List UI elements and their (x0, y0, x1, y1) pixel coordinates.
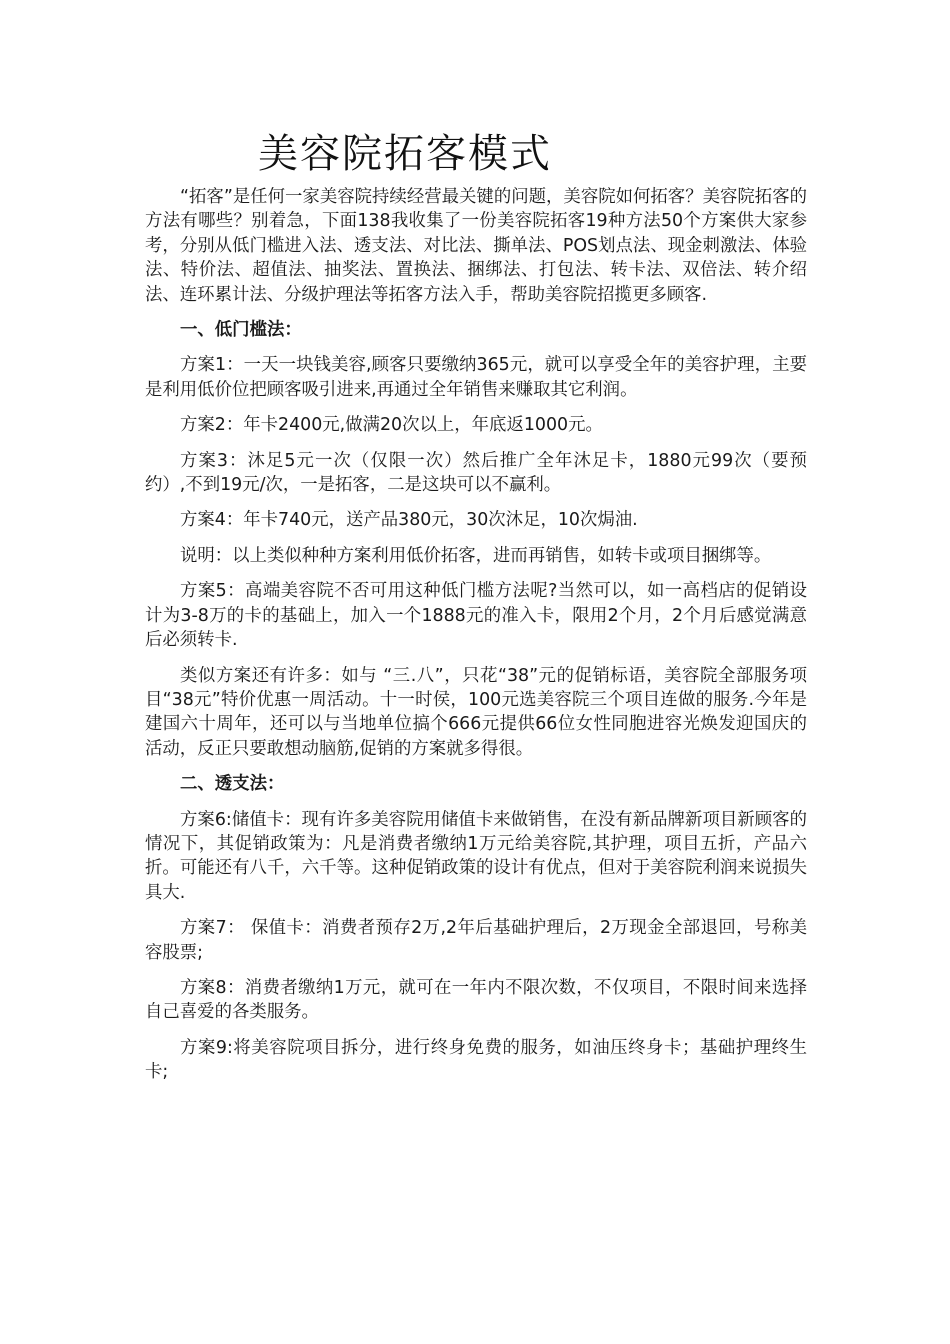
paragraph: 方案8：消费者缴纳1万元，就可在一年内不限次数，不仅项目，不限时间来选择自己喜爱的各类服务。 (145, 977, 807, 1023)
section-heading: 二、透支法： (180, 774, 285, 795)
paragraph: 方案2：年卡2400元,做满20次以上，年底返1000元。 (180, 415, 603, 436)
paragraph: 方案6:储值卡：现有许多美容院用储值卡来做销售，在没有新品牌新项目新顾客的情况下，其促销政策为：凡是消费者缴纳1万元给美容院,其护理，项目五折，产品六折。可能还有八千，六千等。这种促销政策的设计有优点，但对于美容院利润来说损失具大. (145, 809, 807, 903)
paragraph: “拓客”是任何一家美容院持续经营最关键的问题，美容院如何拓客？美容院拓客的方法有哪些？别着急，下面138我收集了一份美容院拓客19种方法50个方案供大家参考，分别从低门槛进入法、透支法、对比法、撕单法、POS划点法、现金刺激法、体验法、特价法、超值法、抽奖法、置换法、捆绑法、打包法、转卡法、双倍法、转介绍法、连环累计法、分级护理法等拓客方法入手，帮助美容院招揽更多顾客. (145, 187, 807, 305)
paragraph: 方案9:将美容院项目拆分，进行终身免费的服务，如油压终身卡；基础护理终生卡; (145, 1037, 807, 1083)
section-heading: 一、低门槛法： (180, 320, 302, 341)
paragraph: 方案3：沐足5元一次（仅限一次）然后推广全年沐足卡，1880元99次（要预约）,不到19元/次，一是拓客，二是这块可以不赢利。 (145, 450, 807, 496)
paragraph: 方案5：高端美容院不否可用这种低门槛方法呢?当然可以，如一高档店的促销设计为3-8万的卡的基础上，加入一个1888元的准入卡，限用2个月，2个月后感觉满意后必须转卡. (145, 581, 807, 651)
paragraph: 方案7： 保值卡：消费者预存2万,2年后基础护理后，2万现金全部退回，号称美容股票; (145, 918, 807, 963)
document-body (145, 185, 807, 1096)
paragraph: 说明：以上类似种种方案利用低价拓客，进而再销售，如转卡或项目捆绑等。 (180, 545, 772, 566)
document-title: 美容院拓客模式 (258, 131, 552, 177)
paragraph: 方案1：一天一块钱美容,顾客只要缴纳365元，就可以享受全年的美容护理，主要是利用低价位把顾客吸引进来,再通过全年销售来赚取其它利润。 (145, 355, 807, 400)
paragraph: 方案4：年卡740元，送产品380元，30次沐足，10次焗油. (180, 510, 638, 531)
paragraph: 类似方案还有许多：如与 “三.八”，只花“38”元的促销标语，美容院全部服务项目“38元”特价优惠一周活动。十一时侯，100元选美容院三个项目连做的服务.今年是建国六十周年，还可以与当地单位搞个666元提供66位女性同胞进容光焕发迎国庆的活动，反正只要敢想动脑筋,促销的方案就多得很。 (145, 665, 807, 759)
